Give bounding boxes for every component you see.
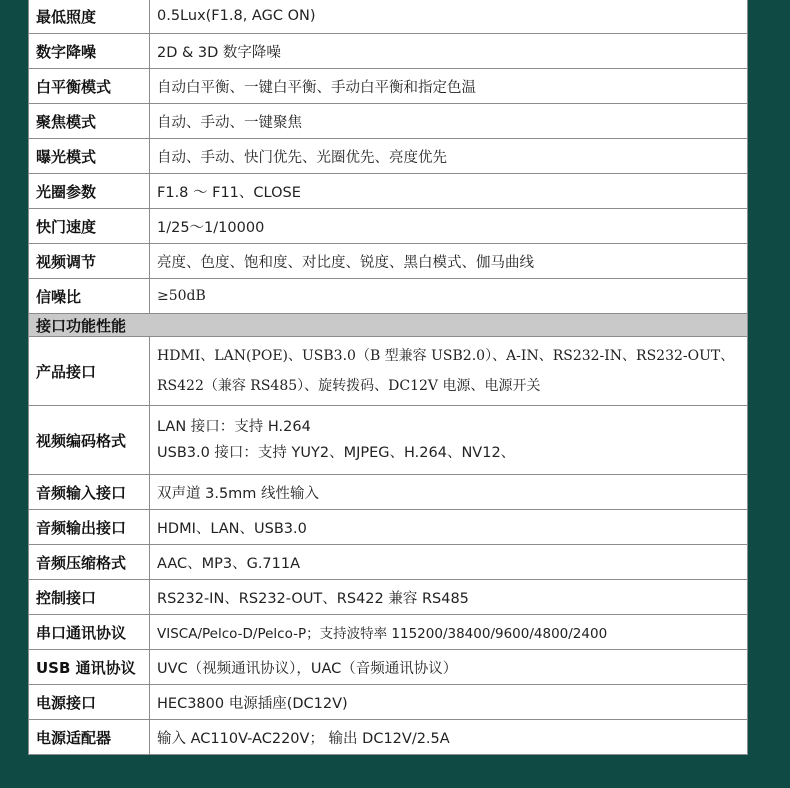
spec-value: 2D & 3D 数字降噪 [150, 34, 748, 69]
spec-key: 数字降噪 [29, 34, 150, 69]
spec-value: 双声道 3.5mm 线性输入 [150, 475, 748, 510]
spec-value [150, 337, 748, 406]
spec-value: 自动、手动、快门优先、光圈优先、亮度优先 [150, 139, 748, 174]
spec-key: 白平衡模式 [29, 69, 150, 104]
table-row [29, 104, 748, 139]
spec-key: 视频编码格式 [29, 406, 150, 475]
spec-key: 控制接口 [29, 580, 150, 615]
spec-key: 音频输入接口 [29, 475, 150, 510]
spec-key: 聚焦模式 [29, 104, 150, 139]
spec-value: RS232-IN、RS232-OUT、RS422 兼容 RS485 [150, 580, 748, 615]
table-row [29, 475, 748, 510]
table-row [29, 720, 748, 755]
section-header-row [29, 314, 748, 337]
spec-value: ≥50dB [150, 279, 748, 314]
table-row [29, 0, 748, 34]
spec-table [28, 0, 748, 755]
spec-key: 音频压缩格式 [29, 545, 150, 580]
spec-value: UVC（视频通讯协议），UAC（音频通讯协议） [150, 650, 748, 685]
spec-value: HDMI、LAN、USB3.0 [150, 510, 748, 545]
spec-value-line: HDMI、LAN(POE)、USB3.0（B 型兼容 USB2.0）、A-IN、RS232-IN、RS232-OUT、 [157, 348, 735, 364]
spec-key: 音频输出接口 [29, 510, 150, 545]
spec-value: 亮度、色度、饱和度、对比度、锐度、黑白模式、伽马曲线 [150, 244, 748, 279]
spec-value-line: RS422（兼容 RS485）、旋转拨码、DC12V 电源、电源开关 [157, 378, 541, 394]
table-row [29, 209, 748, 244]
spec-value: 0.5Lux(F1.8, AGC ON) [150, 0, 748, 34]
table-row [29, 615, 748, 650]
table-row [29, 244, 748, 279]
spec-key: USB 通讯协议 [29, 650, 150, 685]
table-row [29, 650, 748, 685]
spec-key: 产品接口 [29, 337, 150, 406]
spec-key: 曝光模式 [29, 139, 150, 174]
table-row [29, 34, 748, 69]
table-row [29, 174, 748, 209]
spec-value-line: USB3.0 接口：支持 YUY2、MJPEG、H.264、NV12、 [157, 445, 516, 461]
spec-value: HEC3800 电源插座(DC12V) [150, 685, 748, 720]
spec-value-line: LAN 接口：支持 H.264 [157, 419, 311, 435]
table-row [29, 545, 748, 580]
spec-value: 自动、手动、一键聚焦 [150, 104, 748, 139]
table-row [29, 69, 748, 104]
spec-value: 自动白平衡、一键白平衡、手动白平衡和指定色温 [150, 69, 748, 104]
table-row [29, 580, 748, 615]
spec-sheet [28, 0, 748, 755]
section-title: 接口功能性能 [29, 314, 748, 337]
spec-key: 光圈参数 [29, 174, 150, 209]
spec-key: 串口通讯协议 [29, 615, 150, 650]
spec-key: 快门速度 [29, 209, 150, 244]
spec-value: AAC、MP3、G.711A [150, 545, 748, 580]
table-row [29, 279, 748, 314]
spec-key: 视频调节 [29, 244, 150, 279]
table-row [29, 337, 748, 406]
table-row [29, 510, 748, 545]
table-row [29, 406, 748, 475]
spec-key: 电源适配器 [29, 720, 150, 755]
spec-value [150, 406, 748, 475]
spec-key: 信噪比 [29, 279, 150, 314]
spec-value: F1.8 ～ F11、CLOSE [150, 174, 748, 209]
spec-key: 电源接口 [29, 685, 150, 720]
spec-value: 输入 AC110V-AC220V； 输出 DC12V/2.5A [150, 720, 748, 755]
table-row [29, 685, 748, 720]
table-row [29, 139, 748, 174]
spec-key: 最低照度 [29, 0, 150, 34]
spec-value: 1/25～1/10000 [150, 209, 748, 244]
spec-value: VISCA/Pelco-D/Pelco-P；支持波特率 115200/38400/9600/4800/2400 [150, 615, 748, 650]
